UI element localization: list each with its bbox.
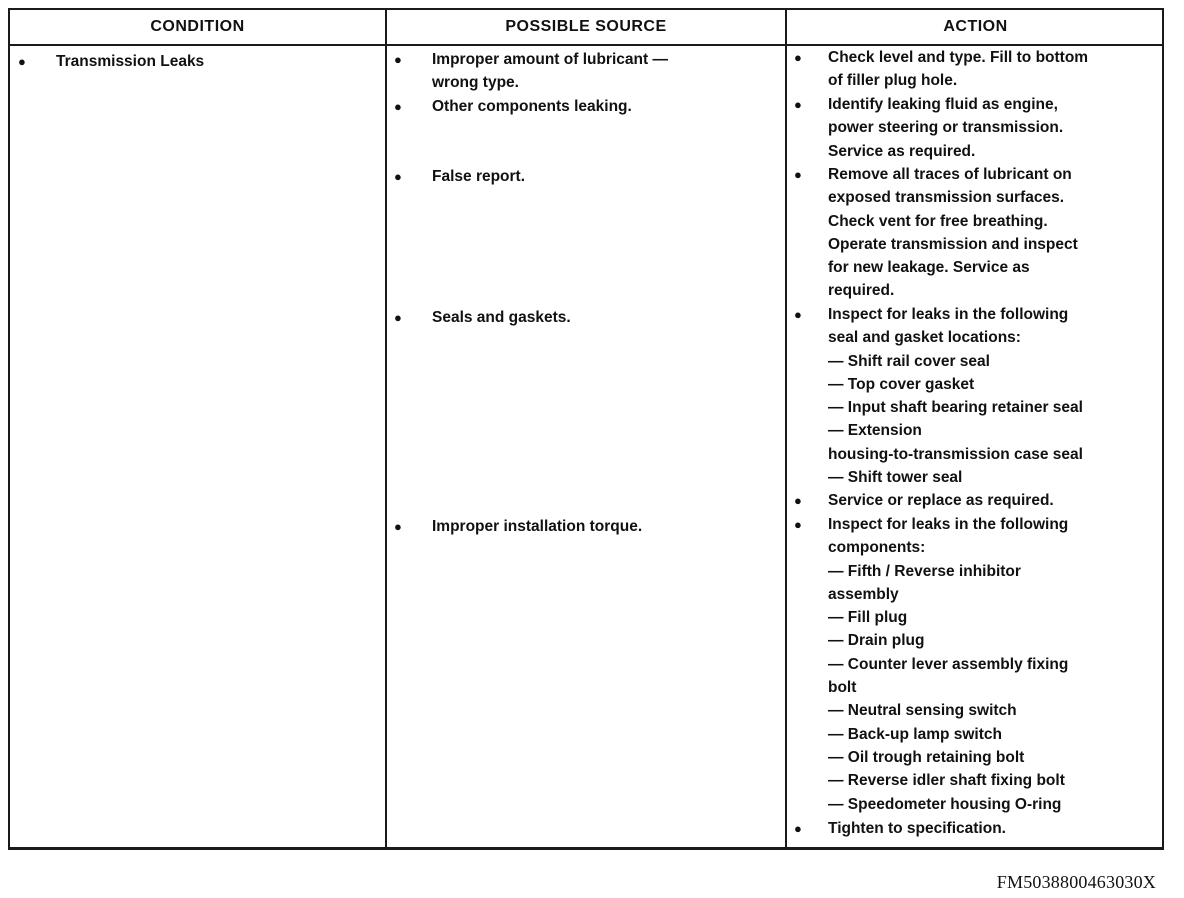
header-action: ACTION [943,18,1008,35]
action-line: bolt [828,679,857,697]
action-line: — Reverse idler shaft fixing bolt [828,772,1065,790]
source-item [392,48,777,95]
action-line: Operate transmission and inspect [828,235,1078,253]
bullet-icon: ● [794,493,802,508]
action-item [792,817,1164,840]
document-id: FM5038800463030X [996,872,1156,892]
action-line: Tighten to specification. [828,820,1006,837]
bullet-icon: ● [18,54,26,69]
bullet-icon: ● [794,167,802,182]
condition-text: Transmission Leaks [56,53,205,70]
action-item [792,93,1164,163]
source-line: Other components leaking. [432,98,632,115]
source-item [392,165,777,188]
action-item [792,46,1164,93]
source-line: Seals and gaskets. [432,309,571,326]
action-line: — Oil trough retaining bolt [828,748,1025,766]
action-line: — Drain plug [828,632,925,650]
action-line: — Fifth / Reverse inhibitor [828,562,1021,580]
header-possible-source: POSSIBLE SOURCE [505,18,667,35]
action-line: — Neutral sensing switch [828,702,1017,720]
action-line: Identify leaking fluid as engine, [828,96,1058,113]
source-line: Improper amount of lubricant — [432,51,668,68]
bullet-icon: ● [394,519,402,534]
action-line: required. [828,282,895,300]
action-line: — Extension [828,422,922,440]
troubleshooting-table [8,8,1164,850]
bullet-icon: ● [794,97,802,112]
action-line: — Speedometer housing O-ring [828,795,1062,813]
action-item [792,489,1164,512]
action-line: exposed transmission surfaces. [828,189,1065,207]
source-item [392,306,777,329]
action-line: — Fill plug [828,609,908,627]
bullet-icon: ● [794,307,802,322]
action-line: seal and gasket locations: [828,329,1021,347]
action-line: — Back-up lamp switch [828,725,1002,743]
action-line: — Counter lever assembly fixing [828,655,1069,673]
action-line: — Shift tower seal [828,469,963,487]
action-item [792,513,1164,816]
source-line: False report. [432,168,526,185]
action-line: Check vent for free breathing. [828,212,1048,230]
bullet-icon: ● [394,310,402,325]
action-item [792,163,1164,303]
action-line: Inspect for leaks in the following [828,516,1069,533]
action-line: — Input shaft bearing retainer seal [828,399,1083,417]
action-item [792,303,1164,489]
bullet-icon: ● [394,169,402,184]
action-line: components: [828,539,926,557]
table-header-row [10,10,1162,46]
action-line: Service as required. [828,142,976,160]
bullet-icon: ● [394,52,402,67]
bullet-icon: ● [794,821,802,836]
action-line: — Top cover gasket [828,375,975,393]
action-line: of filler plug hole. [828,72,958,90]
source-line: wrong type. [432,74,519,92]
bullet-icon: ● [394,99,402,114]
bullet-icon: ● [794,517,802,532]
source-item [392,515,777,538]
bullet-icon: ● [794,50,802,65]
condition-entry [16,50,376,73]
column-divider [785,10,787,847]
action-line: Inspect for leaks in the following [828,306,1069,323]
action-line: assembly [828,585,899,603]
action-line: power steering or transmission. [828,119,1064,137]
action-line: — Shift rail cover seal [828,352,990,370]
action-line: housing-to-transmission case seal [828,445,1083,463]
action-line: for new leakage. Service as [828,259,1030,277]
header-condition: CONDITION [150,18,245,35]
column-divider [385,10,387,847]
source-line: Improper installation torque. [432,518,643,535]
action-line: Service or replace as required. [828,492,1054,509]
action-line: Remove all traces of lubricant on [828,166,1072,183]
source-item [392,95,777,118]
action-line: Check level and type. Fill to bottom [828,49,1089,66]
